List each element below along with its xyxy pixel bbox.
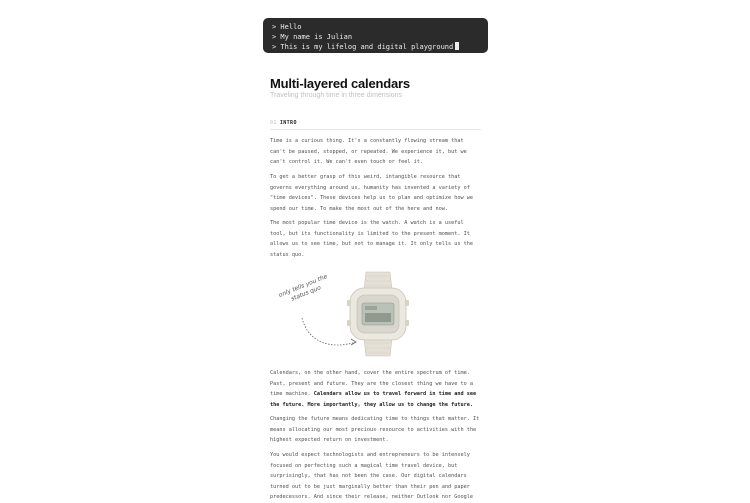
- cursor-icon: [455, 42, 459, 50]
- terminal-line: > Hello: [272, 23, 302, 31]
- terminal-line-text: > This is my lifelog and digital playground: [272, 43, 454, 51]
- section-label: INTRO: [279, 120, 297, 126]
- paragraph-text: Calendars, on the other hand, cover the entire spectrum of time. Past, present and future. They are the closest thing we have to a time machine.: [270, 370, 474, 398]
- terminal-greeting: [263, 18, 488, 53]
- terminal-line: [272, 42, 479, 52]
- paragraph: [270, 368, 482, 410]
- paragraph: Changing the future means dedicating time to things that matter. It means allocating our most precious resource to activities with the highest expected return on investment.: [270, 416, 480, 444]
- paragraph: You would expect technologists and entrepreneurs to be intensely focused on perfecting such a magical time travel device, but surprisingly, that has not been the case. Our digital calendars turned out to be just marginally better than their pen and paper predecessors. And since their release, neither Outlook nor Google: [270, 452, 474, 501]
- section-heading: [270, 120, 481, 130]
- page-title: Multi-layered calendars: [270, 76, 410, 91]
- watch-figure: [270, 270, 482, 360]
- paragraph: Time is a curious thing. It's a constantly flowing stream that can't be paused, stopped, or repeated. We experience it, but we can't control it. We can't even touch or feel it.: [270, 138, 467, 166]
- paragraph-emphasis: Calendars allow us to travel forward in time and see the future. More importantly, they allow us to change the future.: [270, 391, 477, 408]
- digital-watch-image: [342, 270, 414, 358]
- page-subtitle: Traveling through time in three dimensions: [270, 92, 403, 99]
- paragraph: The most popular time device is the watch. A watch is a useful tool, but its functionality is limited to the present moment. It allows us to see time, but not to manage it. It only tells us the status quo.: [270, 220, 474, 258]
- terminal-line: > My name is Julian: [272, 33, 353, 41]
- figure-annotation: only tells you the status quo: [277, 273, 329, 303]
- section-number: 01: [270, 120, 277, 126]
- paragraph: To get a better grasp of this weird, intangible resource that governs everything around us, humanity has invented a variety of "time devices". These devices help us to plan and optimize how we spend our time. To make the most out of the here and now.: [270, 174, 474, 212]
